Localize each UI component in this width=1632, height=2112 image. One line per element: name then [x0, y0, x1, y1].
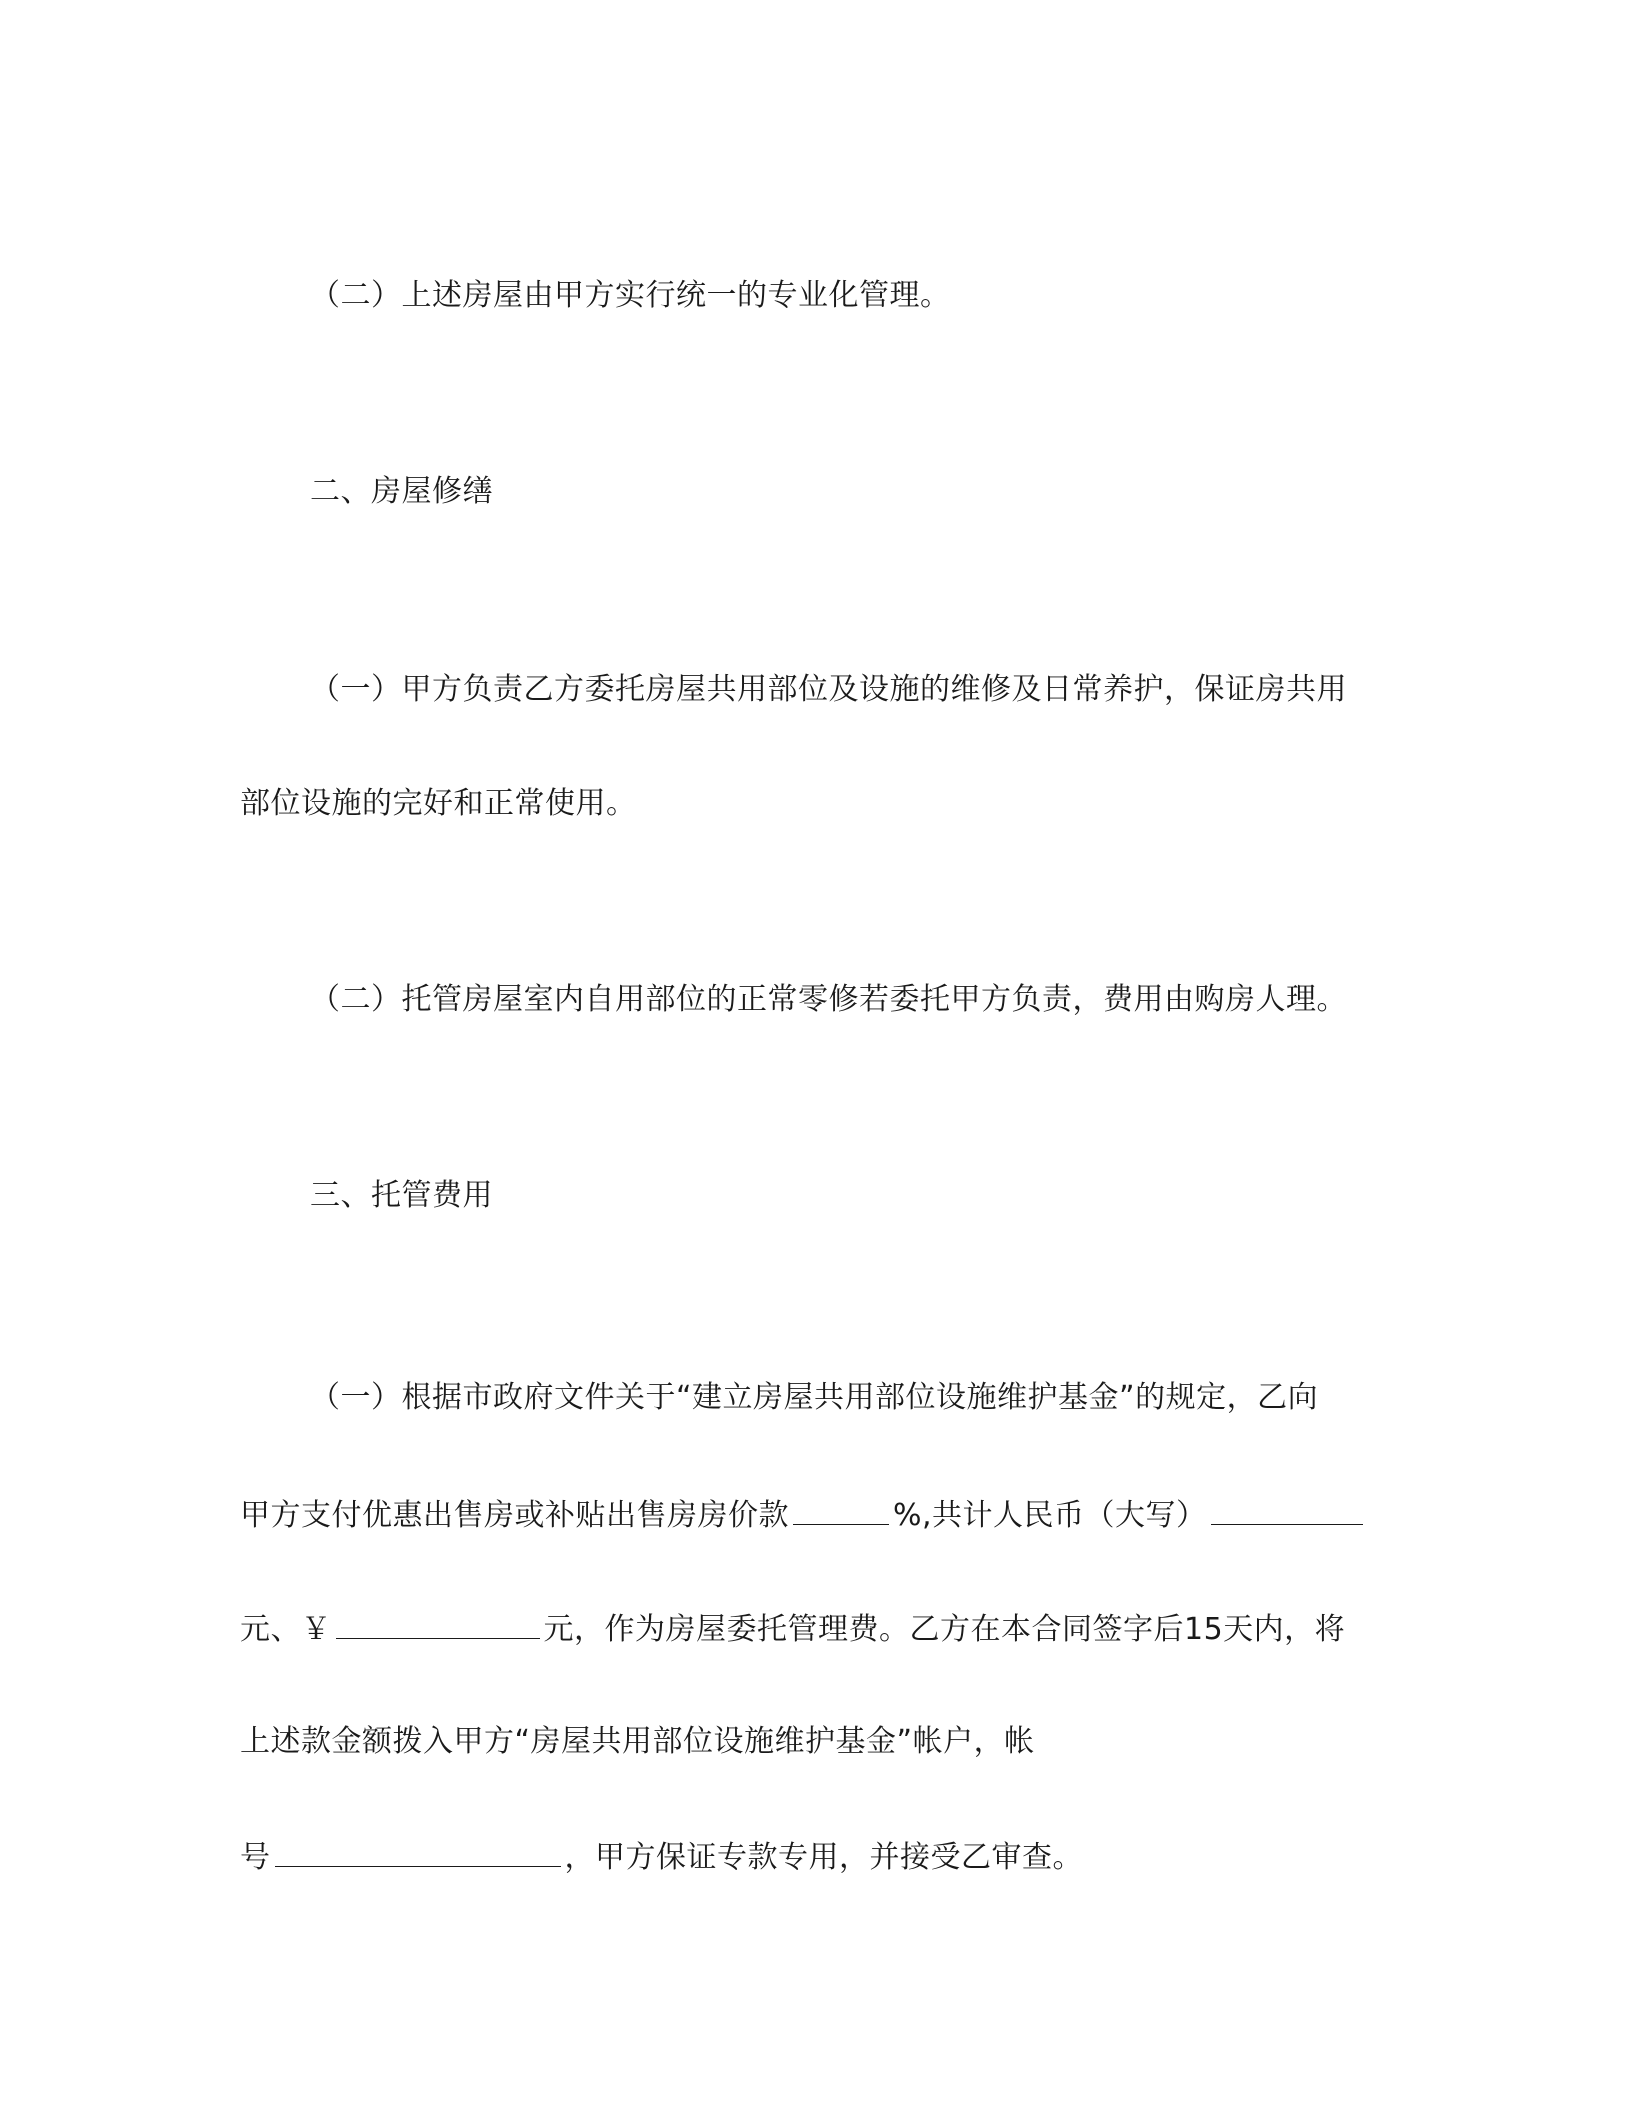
paragraph-management: （二）上述房屋由甲方实行统一的专业化管理。	[310, 278, 951, 313]
heading-house-repair: 二、房屋修缮	[310, 474, 493, 509]
fee-line5-text-a: 号	[240, 1840, 271, 1875]
fee-line5-text-b: ，甲方保证专款专用，并接受乙审查。	[564, 1840, 1083, 1875]
account-number-blank[interactable]	[275, 1836, 561, 1867]
paragraph-fee-line2	[240, 1494, 1400, 1536]
fee-line2-text-b: %,共计人民币（大写）	[893, 1498, 1207, 1533]
heading-custody-fee: 三、托管费用	[310, 1178, 493, 1213]
amount-yen-blank[interactable]	[336, 1608, 540, 1639]
amount-in-words-blank[interactable]	[1211, 1494, 1363, 1525]
paragraph-repair-1-line2: 部位设施的完好和正常使用。	[240, 786, 637, 821]
paragraph-repair-1-line1: （一）甲方负责乙方委托房屋共用部位及设施的维修及日常养护，保证房共用	[310, 672, 1347, 707]
paragraph-fee-line3	[240, 1608, 1400, 1650]
paragraph-fee-line1: （一）根据市政府文件关于“建立房屋共用部位设施维护基金”的规定，乙向	[310, 1380, 1319, 1415]
percentage-blank[interactable]	[793, 1494, 889, 1525]
paragraph-fee-line5	[240, 1836, 1400, 1878]
paragraph-fee-line4: 上述款金额拨入甲方“房屋共用部位设施维护基金”帐户，帐	[240, 1724, 1035, 1759]
fee-line3-text-b: 元，作为房屋委托管理费。乙方在本合同签字后15天内，将	[543, 1612, 1346, 1647]
fee-line3-text-a: 元、￥	[240, 1612, 332, 1647]
paragraph-repair-2: （二）托管房屋室内自用部位的正常零修若委托甲方负责，费用由购房人理。	[310, 982, 1347, 1017]
fee-line2-text-a: 甲方支付优惠出售房或补贴出售房房价款	[240, 1498, 789, 1533]
